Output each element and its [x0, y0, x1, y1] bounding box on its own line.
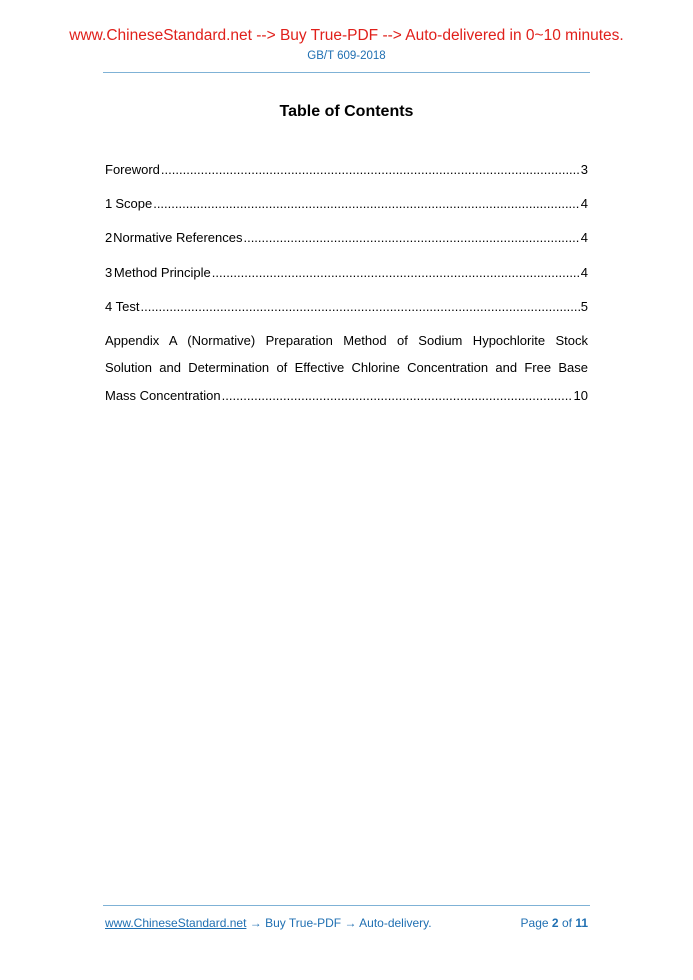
toc-title: Table of Contents — [279, 103, 414, 120]
toc-entry-test[interactable] — [105, 297, 588, 317]
toc-entry-text: Scope — [115, 196, 153, 212]
toc-leader-dots — [243, 228, 579, 248]
toc-leader-dots — [212, 263, 580, 283]
toc-entry-method-principle[interactable] — [105, 263, 588, 283]
toc-entry-page: 4 — [580, 264, 588, 280]
toc-leader-dots — [140, 297, 579, 317]
footer-delivery-text: Auto-delivery. — [359, 916, 432, 930]
promo-banner[interactable]: www.ChineseStandard.net --> Buy True-PDF --> Auto-delivered in 0~10 minutes. — [69, 27, 624, 44]
toc-entry-text: Method Principle — [113, 264, 211, 280]
toc-entry-page: 5 — [580, 298, 588, 314]
toc-entry-scope[interactable] — [105, 194, 588, 214]
toc-entry-page: 4 — [580, 196, 588, 212]
footer-buy-text: Buy True-PDF — [265, 916, 342, 930]
header-divider — [103, 72, 590, 73]
arrow-right-icon: → — [341, 916, 360, 930]
toc-entry-number: 1 — [105, 196, 113, 212]
appendix-title-line: Solution and Determination of Effective Chlorine Concentration and Free Base — [105, 360, 588, 376]
toc-entry-text: Test — [115, 298, 140, 314]
toc-entry-foreword[interactable] — [105, 160, 588, 180]
toc-entry-text: Normative References — [113, 230, 243, 246]
footer-divider — [103, 905, 590, 906]
appendix-title-last-line — [105, 386, 588, 406]
toc-leader-dots — [153, 194, 580, 214]
table-of-contents — [105, 160, 588, 406]
toc-entry-appendix-a[interactable] — [105, 331, 588, 406]
toc-entry-number: 2 — [105, 230, 113, 246]
toc-entry-number: 3 — [105, 264, 113, 280]
toc-entry-page: 4 — [580, 230, 588, 246]
footer-site-link[interactable]: www.ChineseStandard.net — [105, 916, 247, 930]
toc-entry-text: Foreword — [105, 162, 160, 177]
page-number — [521, 916, 588, 930]
footer-promo — [105, 916, 432, 930]
toc-entry-text: Mass Concentration — [105, 387, 221, 403]
arrow-right-icon: → — [246, 916, 266, 930]
standard-code: GB/T 609-2018 — [307, 50, 386, 62]
toc-entry-number: 4 — [105, 298, 113, 314]
appendix-title-line: Appendix A (Normative) Preparation Method of Sodium Hypochlorite Stock — [105, 332, 588, 348]
page-footer — [105, 916, 588, 930]
current-page: 2 — [551, 916, 559, 930]
toc-leader-dots — [161, 160, 580, 180]
toc-entry-normative-references[interactable] — [105, 228, 588, 248]
total-pages: 11 — [575, 916, 588, 930]
toc-entry-page: 3 — [580, 162, 588, 177]
page-label: Page — [520, 916, 549, 930]
toc-entry-page: 10 — [573, 387, 588, 403]
toc-leader-dots — [222, 386, 573, 406]
of-label: of — [561, 916, 572, 930]
